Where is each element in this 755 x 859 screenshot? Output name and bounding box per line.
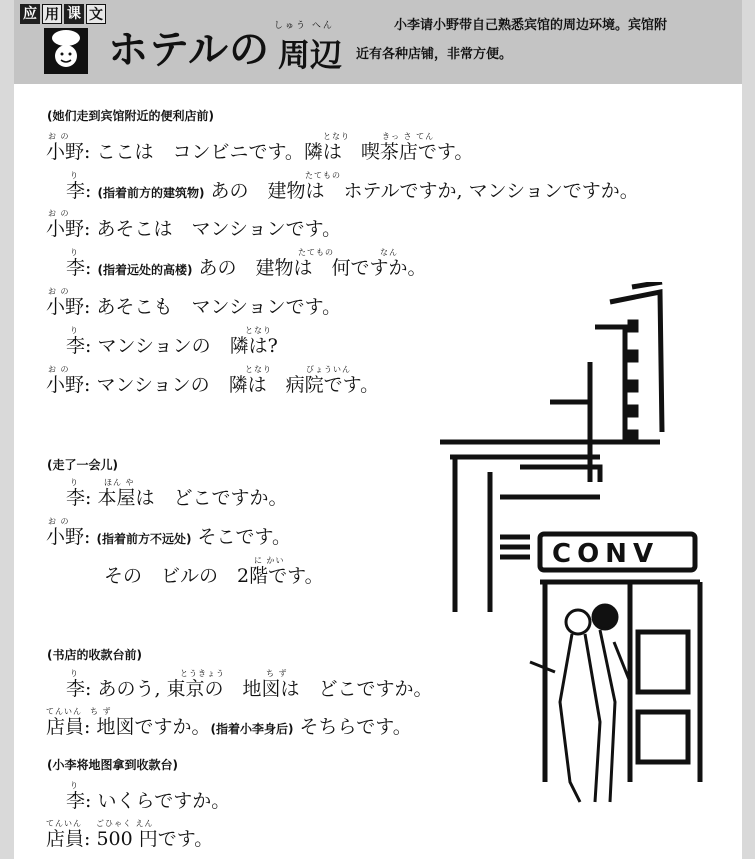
- dialogue-line: 小野: あそこは マンションです。: [46, 218, 342, 240]
- stage-direction: (书店的收款台前): [47, 648, 142, 662]
- ruby: ほん や: [104, 478, 135, 487]
- tag-char-2: 用: [42, 4, 62, 24]
- ruby: とうきょう: [180, 669, 225, 678]
- dialogue-line: 李: いくらですか。: [66, 790, 231, 812]
- tag-char-1: 应: [20, 4, 40, 24]
- chef-icon: [44, 28, 88, 74]
- ruby: となり: [323, 132, 350, 141]
- ruby: り: [70, 478, 79, 487]
- tag-char-4: 文: [86, 4, 106, 24]
- tag-char-3: 课: [64, 4, 84, 24]
- page-title-kanji: 周辺: [278, 36, 343, 74]
- street-illustration: [400, 282, 710, 832]
- dialogue-line: 李: (指着远处的高楼) あの 建物は 何ですか。: [66, 257, 427, 279]
- ruby: ごひゃく えん: [96, 819, 154, 828]
- ruby: り: [70, 171, 79, 180]
- ruby: り: [70, 669, 79, 678]
- page-title: ホテルの: [108, 27, 270, 73]
- ruby: り: [70, 326, 79, 335]
- ruby: なん: [380, 248, 398, 257]
- ruby: てんいん: [46, 819, 82, 828]
- ruby: たてもの: [305, 171, 341, 180]
- dialogue-line: 店員: 地図ですか。(指着小李身后) そちらです。: [46, 716, 412, 738]
- ruby: びょういん: [306, 365, 351, 374]
- dialogue-line: 小野: マンションの 隣は 病院です。: [46, 374, 380, 396]
- ruby: たてもの: [298, 248, 334, 257]
- ruby: ち ず: [90, 707, 112, 716]
- store-sign-text: CONV: [552, 539, 660, 569]
- ruby: り: [70, 248, 79, 257]
- ruby: きっ さ てん: [382, 132, 435, 141]
- dialogue-line: 小野: あそこも マンションです。: [46, 296, 342, 318]
- stage-direction: (走了一会儿): [47, 458, 118, 472]
- ruby: お の: [48, 517, 70, 526]
- title-ruby: しゅう へん: [274, 21, 334, 31]
- ruby: お の: [48, 209, 70, 218]
- intro-text-line1: 小李请小野带自己熟悉宾馆的周边环境。宾馆附: [394, 18, 668, 33]
- intro-text-line2: 近有各种店铺，非常方便。: [356, 47, 513, 62]
- ruby: お の: [48, 365, 70, 374]
- ruby: お の: [48, 132, 70, 141]
- dialogue-line: 李: あのう, 東京の 地図は どこですか。: [66, 678, 433, 700]
- ruby: お の: [48, 287, 70, 296]
- ruby: てんいん: [46, 707, 82, 716]
- dialogue-line: その ビルの 2階です。: [104, 565, 324, 587]
- dialogue-line: 李: (指着前方的建筑物) あの 建物は ホテルですか, マンションですか。: [66, 180, 639, 202]
- ruby: り: [70, 781, 79, 790]
- dialogue-line: 李: マンションの 隣は?: [66, 335, 278, 357]
- stage-direction: (小李将地图拿到收款台): [47, 758, 178, 772]
- ruby: ち ず: [266, 669, 288, 678]
- dialogue-line: 店員: 500 円です。: [46, 828, 214, 850]
- stage-direction: (她们走到宾馆附近的便利店前): [47, 109, 214, 123]
- dialogue-line: 小野: (指着前方不远处) そこです。: [46, 526, 291, 548]
- lesson-tag: [20, 4, 106, 24]
- ruby: となり: [245, 365, 272, 374]
- ruby: となり: [245, 326, 272, 335]
- dialogue-line: 李: 本屋は どこですか。: [66, 487, 288, 509]
- dialogue-line: 小野: ここは コンビニです。隣は 喫茶店です。: [46, 141, 474, 163]
- ruby: に かい: [254, 556, 285, 565]
